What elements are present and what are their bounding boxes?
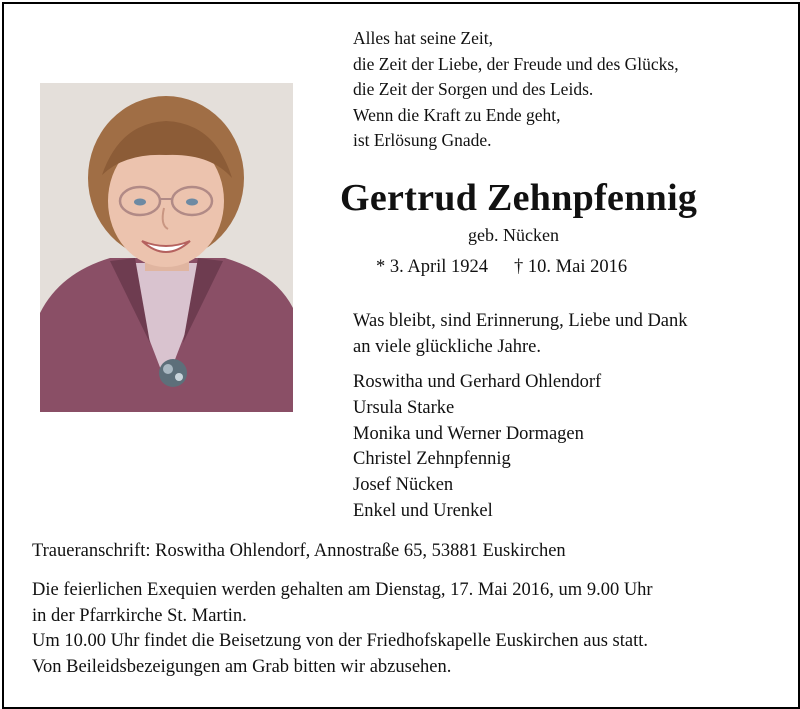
mourners-list bbox=[353, 370, 601, 525]
life-dates bbox=[376, 257, 627, 278]
mourner-entry: Josef Nücken bbox=[353, 475, 454, 496]
funeral-notice bbox=[32, 578, 653, 680]
portrait-illustration bbox=[40, 83, 293, 412]
notice-line: in der Pfarrkirche St. Martin. bbox=[32, 605, 247, 626]
birth-date: * 3. April 1924 bbox=[376, 257, 489, 277]
notice-line: Um 10.00 Uhr findet die Beisetzung von der Friedhofskapelle Euskirchen aus statt. bbox=[32, 631, 649, 652]
poem-line: Alles hat seine Zeit, bbox=[353, 28, 493, 48]
deceased-name: Gertrud Zehnpfennig bbox=[340, 177, 698, 219]
poem-line: die Zeit der Sorgen und des Leids. bbox=[353, 79, 594, 100]
mourner-entry: Ursula Starke bbox=[353, 397, 455, 418]
quote-line: an viele glückliche Jahre. bbox=[353, 336, 541, 357]
quote-line: Was bleibt, sind Erinnerung, Liebe und Dank bbox=[353, 311, 688, 331]
poem bbox=[353, 26, 679, 154]
notice-line: Die feierlichen Exequien werden gehalten am Dienstag, 17. Mai 2016, um 9.00 Uhr bbox=[32, 580, 653, 600]
mourner-entry: Christel Zehnpfennig bbox=[353, 449, 511, 470]
poem-line: Wenn die Kraft zu Ende geht, bbox=[353, 104, 561, 125]
mourner-entry: Enkel und Urenkel bbox=[353, 500, 493, 521]
quote bbox=[353, 309, 688, 360]
poem-line: ist Erlösung Gnade. bbox=[353, 130, 492, 151]
mourner-entry: Monika und Werner Dormagen bbox=[353, 423, 584, 444]
mourning-address: Traueranschrift: Roswitha Ohlendorf, Annostraße 65, 53881 Euskirchen bbox=[32, 541, 566, 561]
birth-name: geb. Nücken bbox=[468, 225, 559, 245]
mourner-entry: Roswitha und Gerhard Ohlendorf bbox=[353, 372, 602, 392]
portrait-photo bbox=[40, 83, 293, 412]
notice-line: Von Beileidsbezeigungen am Grab bitten wir abzusehen. bbox=[32, 656, 452, 677]
death-date: † 10. Mai 2016 bbox=[514, 257, 628, 277]
poem-line: die Zeit der Liebe, der Freude und des Glücks, bbox=[353, 53, 679, 74]
